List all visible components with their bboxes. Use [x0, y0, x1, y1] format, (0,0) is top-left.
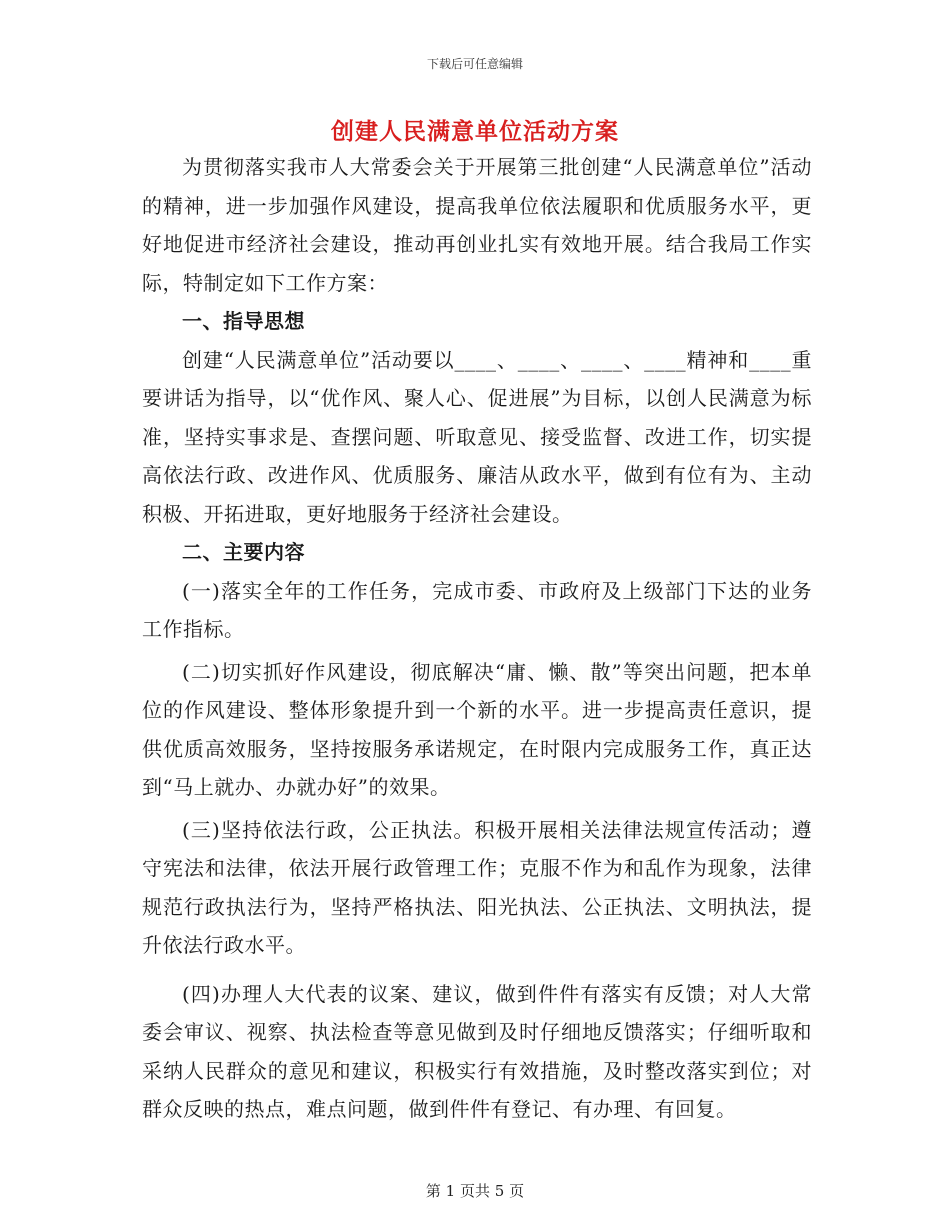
section-heading-guiding-ideology: 一、指导思想 — [182, 309, 305, 333]
document-title: 创建人民满意单位活动方案 — [331, 118, 619, 145]
main-content-item-2: (二)切实抓好作风建设，彻底解决“庸、懒、散”等突出问题，把本单位的作风建设、整体形象提升到一个新的水平。进一步提高责任意识，提供优质高效服务，坚持按服务承诺规定，在时限内完成服务工作，真正达到“马上就办、办就办好”的效果。 — [142, 659, 812, 799]
section-heading-main-content: 二、主要内容 — [182, 540, 305, 564]
intro-paragraph: 为贯彻落实我市人大常委会关于开展第三批创建“人民满意单位”活动的精神，进一步加强作风建设，提高我单位依法履职和优质服务水平，更好地促进市经济社会建设，推动再创业扎实有效地开展。结合我局工作实际，特制定如下工作方案： — [142, 155, 812, 295]
header-note: 下载后可任意编辑 — [426, 57, 523, 71]
main-content-item-3: (三)坚持依法行政，公正执法。积极开展相关法律法规宣传活动；遵守宪法和法律，依法开展行政管理工作；克服不作为和乱作为现象，法律规范行政执法行为，坚持严格执法、阳光执法、公正执法、文明执法，提升依法行政水平。 — [142, 817, 812, 957]
document-body — [142, 148, 812, 1129]
main-content-item-4: (四)办理人大代表的议案、建议，做到件件有落实有反馈；对人大常委会审议、视察、执法检查等意见做到及时仔细地反馈落实；仔细听取和采纳人民群众的意见和建议，积极实行有效措施，及时整改落实到位；对群众反映的热点，难点问题，做到件件有登记、有办理、有回复。 — [142, 981, 812, 1121]
guiding-ideology-paragraph: 创建“人民满意单位”活动要以____、____、____、____精神和____重要讲话为指导，以“优作风、聚人心、促进展”为目标，以创人民满意为标准，坚持实事求是、查摆问题、听取意见、接受监督、改进工作，切实提高依法行政、改进作风、优质服务、廉洁从政水平，做到有位有为、主动积极、开拓进取，更好地服务于经济社会建设。 — [142, 347, 812, 526]
main-content-item-1: (一)落实全年的工作任务，完成市委、市政府及上级部门下达的业务工作指标。 — [142, 578, 812, 641]
page-number: 第 1 页共 5 页 — [425, 1182, 525, 1200]
